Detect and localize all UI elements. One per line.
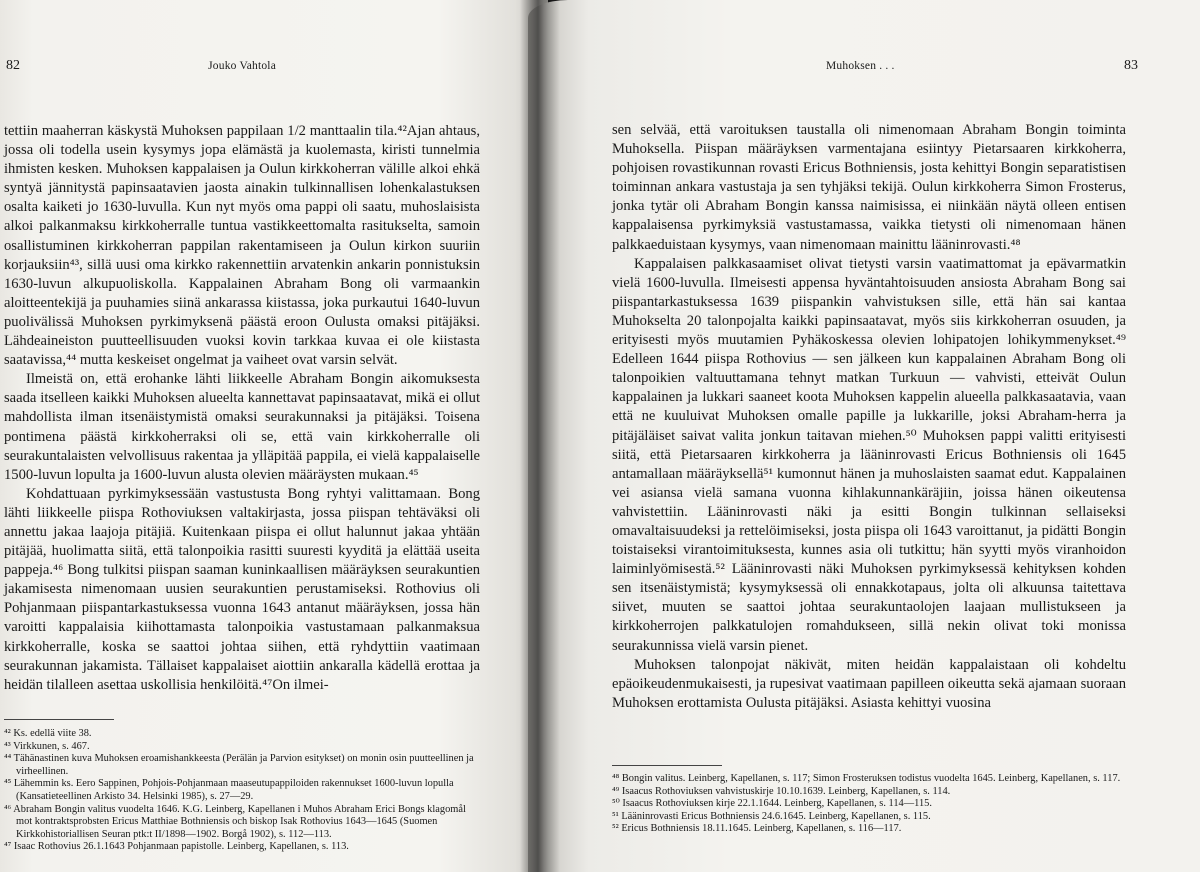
left-body-text <box>4 122 480 695</box>
paragraph: Muhoksen talonpojat näkivät, miten heidän kappalaistaan oli kohdeltu epäoikeudenmukaisesti, ja rupesivat vaatimaan papilleen oikeutta sekä ajamaan suoraan Muhoksen erottamista Oulusta pitäjäksi. Asiasta kehittyi vuosina <box>612 656 1126 711</box>
page-number: 82 <box>6 58 20 73</box>
paragraph: sen selvää, että varoituksen taustalla oli nimenomaan Abraham Bongin toiminta Muhoksella. Piispan määräyksen varmentajana esiintyy Pietarsaaren kirkkoherra, pohjoisen rovastikunnan rovasti Ericus Bothniensis, josta kehittyi Bongin separatistisen toiminnan ankara vastustaja ja sen tyhjäksi tekijä. Oulun kirkkoherra Simon Frosterus, jonka tytär oli Abraham Bongin kanssa naimisissa, ei niinkään näytä olleen entisen kappalaisensa pyrkimyksiä vastustamassa, vaikka tietysti oli nimenomaan hänen palkkaeduistaan kysymys, vaan nimenomaan mainittu lääninrovasti.⁴⁸ <box>612 122 1126 253</box>
right-page <box>528 0 1200 872</box>
footnote: ⁴⁸ Bongin valitus. Leinberg, Kapellanen, s. 117; Simon Frosteruksen todistus vuodelta 1645. Leinberg, Kapellanen, s. 117. <box>612 773 1121 784</box>
right-footnotes <box>612 773 1128 836</box>
footnote: ⁴² Ks. edellä viite 38. <box>4 728 92 739</box>
running-head: Muhoksen . . . <box>826 60 895 72</box>
paragraph: Kohdattuaan pyrkimyksessään vastustusta Bong ryhtyi valittamaan. Bong lähti liikkeelle piispa Rothoviuksen valtakirjasta, jossa piispan tehtäväksi oli annettu jakaa laajoja pitäjiä. Kuitenkaan piispa ei ollut halunnut jakaa yhtään pitäjää, huolimatta siitä, että talonpoikia rasitti suuresti kyyditä ja elättää useita pappeja.⁴⁶ Bong tulkitsi piispan saaman kuninkaallisen määräyksen seurakuntien jakamisesta nimenomaan uusien seurakuntien perustamiseksi. Rothovius oli Pohjanmaan piispantarkastuksessa vuonna 1643 antanut määräyksen, jossa hän varoitti kappalaisia kiihottamasta talonpoikia vastustamaan palkanmaksua kirkkoherralle, koska se saattoi johtaa siihen, että ryhdyttiin vaatimaan seurakunnan jakamista. Tällaiset kappalaiset aiottiin ankaralla kädellä erottaa ja heidän tilalleen asettaa uskollisia henkilöitä.⁴⁷On ilmei- <box>4 485 480 693</box>
right-page-header <box>606 58 1138 74</box>
footnote: ⁴⁴ Tähänastinen kuva Muhoksen eroamishankkeesta (Perälän ja Parvion esitykset) on monin osin puutteellinen ja virheellinen. <box>4 753 474 777</box>
footnote: ⁴⁷ Isaac Rothovius 26.1.1643 Pohjanmaan papistolle. Leinberg, Kapellanen, s. 113. <box>4 841 349 853</box>
paragraph: Kappalaisen palkkasaamiset olivat tietysti varsin vaatimattomat ja epävarmatkin vielä 1600-luvulla. Ilmeisesti appensa hyväntahtoisuuden ansiosta Abraham Bong sai piispantarkastuksessa 1639 piispankin vahvistuksen sille, että hän sai kantaa Muhokselta 20 talonpojalta kaikki papinsaatavat, myös siis kirkkoherran osuuden, ja erityisesti myös muutamien Pyhäkoskessa olevien lohipatojen lohikymmenykset.⁴⁹ Edelleen 1644 piispa Rothovius — sen jälkeen kun kappalainen Abraham Bong oli talonpoikien valtuuttamana tehnyt matkan Turkuun — vahvisti, etteivät Oulun kappalainen ja lukkari saaneet koota Muhoksen kappelin alueella palkkasaatavia, vaan että ne kuuluivat Muhoksen omalle papille ja lukkarille, joksi Abraham-herra ja pitäjäläiset saivat valita jonkun taitavan miehen.⁵⁰ Muhoksen pappi valitti erityisesti siitä, että Pietarsaaren kirkkoherra ja lääninrovasti Ericus Bothniensis oli 1645 antamallaan määräyksellä⁵¹ kumonnut hänen ja muhoslaisten saamat edut. Kappalainen vei asiansa vielä samana vuonna kihlakunnankäräjiin, joissa hänen oikeutensa vahvistettiin. Lääninrovasti näki ja esitti Bongin tulkinnan sellaiseksi omavaltaisuudeksi ja rettelöimiseksi, josta piispa oli 1643 varoittanut, ja pidätti Bongin toistaiseksi virantoimituksesta, kunnes asia oli tutkittu; hän syytti myös viranhoidon laiminlyömisestä.⁵² Lääninrovasti näki Muhoksen pyrkimyksessä kehityksen kohden sen itsenäistymistä; kysymyksessä oli ennakkotapaus, jolta oli alkuunsa taitettava siivet, muuten se saattoi johtaa seurakuntaolojen laajaan mullistukseen ja kirkkoherrojen palkkatulojen romahdukseen, sillä nekin olivat toki monissa seurakunnissa vielä varsin pienet. <box>612 255 1126 654</box>
footnote: ⁴⁵ Lähemmin ks. Eero Sappinen, Pohjois-Pohjanmaan maaseutupappiloiden rakennukset 1600-luvun lopulla (Kansatieteellinen Arkisto 34. Helsinki 1985), s. 27—29. <box>4 778 454 802</box>
left-page-header <box>6 58 506 74</box>
paragraph: tettiin maaherran käskystä Muhoksen pappilaan 1/2 manttaalin tila.⁴²Ajan ahtaus, jossa oli todella usein kysymys jopa elämästä ja kuolemasta, kiristi tunnelmia ihmisten kesken. Muhoksen kappalaisen ja Oulun kirkkoherran välille alkoi ehkä syntyä jännitystä papinsaatavien jaosta ainakin tulkinnallisen lohenkalastuksen osalta kaiketi jo 1630-luvulla. Kun nyt myös oma pappi oli saatu, muhoslaisista alkoi palkanmaksu kirkkoherralle tuntua vastikkeettomalta rasitukselta, samoin osallistuminen kirkkoherran pappilan rakentamiseen ja Oulun kirkon suuriin korjauksiin⁴³, sillä uusi oma kirkko rakennettiin arvatenkin ankarin ponnistuksin 1630-luvun alkupuoliskolla. Kappalainen Abraham Bong oli varmaankin aloitteentekijä ja puuhamies siinä ankarassa kiistassa, joka purkautui 1640-luvun puolivälissä Muhoksen pyrkimyksenä päästä eroon Oulusta omaksi pitäjäksi. Lähdeaineiston puutteellisuuden vuoksi kovin tarkkaa kuvaa ei ole kiistasta saatavissa,⁴⁴ mutta keskeiset ongelmat ja vaiheet ovat varsin selvät. <box>4 123 480 369</box>
left-page <box>0 0 548 872</box>
footnote: ⁵⁰ Isaacus Rothoviuksen kirje 22.1.1644. Leinberg, Kapellanen, s. 114—115. <box>612 798 932 810</box>
footnote: ⁵² Ericus Bothniensis 18.11.1645. Leinberg, Kapellanen, s. 116—117. <box>612 823 902 835</box>
footnote-rule <box>4 719 114 720</box>
page-number: 83 <box>1124 58 1138 73</box>
footnote-rule <box>612 765 722 766</box>
footnote: ⁵¹ Lääninrovasti Ericus Bothniensis 24.6.1645. Leinberg, Kapellanen, s. 115. <box>612 810 931 822</box>
footnote: ⁴⁶ Abraham Bongin valitus vuodelta 1646. K.G. Leinberg, Kapellanen i Muhos Abraham Erici Bongs klagomål mot kontraktsprobsten Ericus Matthiae Bothniensis och biskop Isak Rothovius 1643—1645 (Suomen Kirkkohistoriallisen Seuran ptk:t II/1898—1902. Borgå 1902), s. 112—113. <box>4 803 466 840</box>
paragraph: Ilmeistä on, että erohanke lähti liikkeelle Abraham Bongin aikomuksesta saada itselleen kaikki Muhoksen alueelta kannettavat papinsaatavat, mikä ei ollut mahdollista ilman itsenäistymistä omaksi seurakunnaksi ja pitäjäksi. Toisena pontimena päästä kirkkoherraksi oli se, että vain kirkkoherralle oli seurakuntalaisten velvollisuus rakentaa ja ylläpitää pappila, ei vielä kappalaiselle 1500-luvun lopulta ja 1600-luvun alusta olevien määräysten mukaan.⁴⁵ <box>4 371 480 483</box>
footnote: ⁴³ Virkkunen, s. 467. <box>4 740 90 752</box>
left-footnotes <box>4 728 482 854</box>
right-body-text <box>612 121 1126 713</box>
running-head: Jouko Vahtola <box>208 60 276 72</box>
footnote: ⁴⁹ Isaacus Rothoviuksen vahvistuskirje 10.10.1639. Leinberg, Kapellanen, s. 114. <box>612 785 951 797</box>
